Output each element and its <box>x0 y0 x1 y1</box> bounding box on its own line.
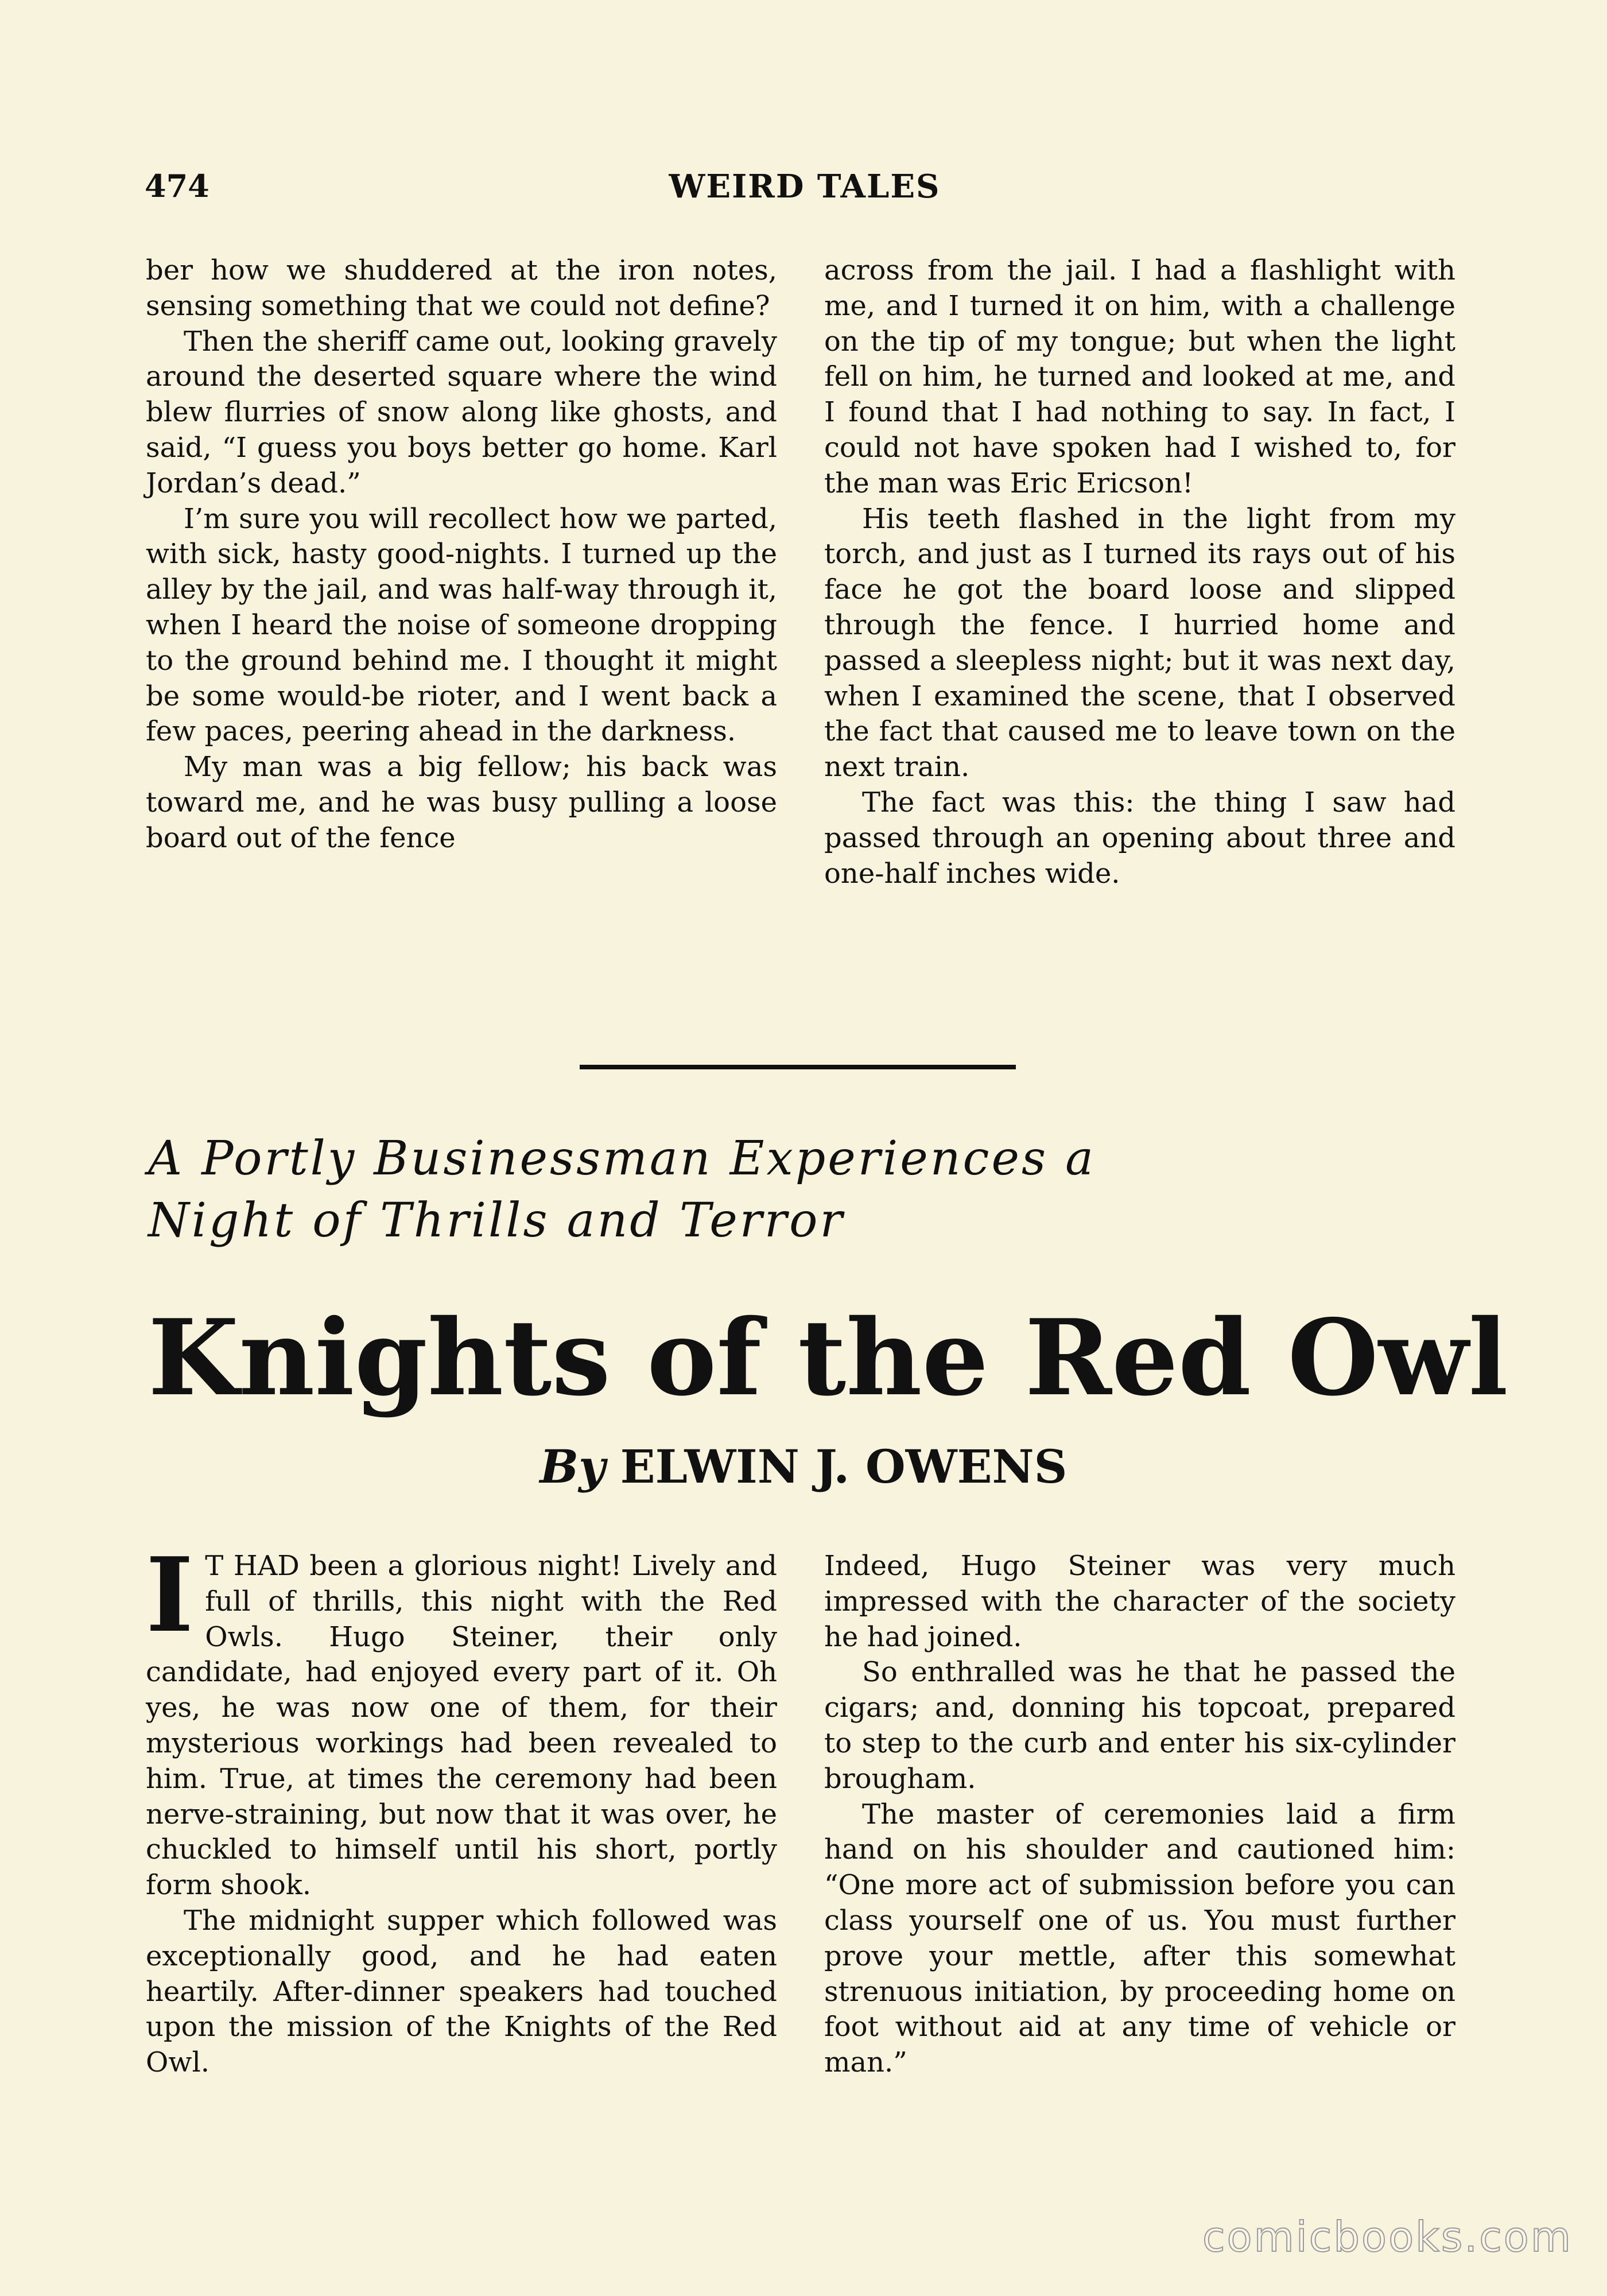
teaser-line: A Portly Businessman Experiences a <box>148 1131 1096 1186</box>
teaser-line: Night of Thrills and Terror <box>148 1193 845 1248</box>
running-head: WEIRD TALES <box>669 168 941 205</box>
previous-story-column-1 <box>146 253 777 856</box>
opening-caps: T HAD <box>205 1550 300 1582</box>
byline-prefix: By <box>539 1440 605 1494</box>
author-name: ELWIN J. OWENS <box>620 1440 1068 1494</box>
story-title: Knights of the Red Owl <box>148 1296 1508 1419</box>
paragraph: ber how we shuddered at the iron notes, sensing something that we could not define? <box>146 254 777 322</box>
page-number: 474 <box>145 168 209 204</box>
paragraph: His teeth flashed in the light from my torch, and just as I turned its rays out of his face he got the board loose and slipped through the fence. I hurried home and passed a sleepless night; but it was next day, when I examined the scene, that I observed the fact that caused me to leave town on the next train. <box>824 502 1455 784</box>
page-header <box>145 168 1465 214</box>
story-column-1 <box>146 1535 778 2081</box>
paragraph: My man was a big fellow; his back was toward me, and he was busy pulling a loose board out of the fence <box>146 751 777 854</box>
watermark: comicbooks.com <box>1202 2213 1573 2261</box>
paragraph: across from the jail. I had a flashlight with me, and I turned it on him, with a challenge on the tip of my tongue; but when the light fell on him, he turned and looked at me, and I found that I had nothing to say. In fact, I could not have spoken had I wished to, for the man was Eric Ericson! <box>824 254 1455 499</box>
paragraph: Indeed, Hugo Steiner was very much impressed with the character of the society he had joined. <box>824 1550 1455 1653</box>
section-divider <box>580 1065 1016 1069</box>
drop-cap: I <box>146 1535 194 1655</box>
paragraph: So enthralled was he that he passed the cigars; and, donning his topcoat, prepared to step to the curb and enter his six-cylinder brougham. <box>824 1656 1455 1795</box>
paragraph: The master of ceremonies laid a firm hand on his shoulder and cautioned him: “One more act of submission before you can class yourself one of us. You must further prove your mettle, after this somewhat strenuous initiation, by proceeding home on foot without aid at any time of vehicle or man.” <box>824 1798 1455 2079</box>
story-column-2 <box>824 1549 1455 2081</box>
opening-text: been a glorious night! Lively and full of thrills, this night with the Red Owls. Hugo Steiner, their only candidate, had enjoyed every part of it. Oh yes, he was now one of them, for their mysterious workings had been revealed to him. True, at times the ceremony had been nerve-straining, but now that it was over, he chuckled to himself until his short, portly form shook. <box>146 1550 778 1902</box>
story-teaser <box>148 1128 1239 1252</box>
paragraph: I’m sure you will recollect how we parted, with sick, hasty good-nights. I turned up the alley by the jail, and was half-way through it, when I heard the noise of someone dropping to the ground behind me. I thought it might be some would-be rioter, and I went back a few paces, peering ahead in the darkness. <box>146 502 777 748</box>
paragraph: The midnight supper which followed was exceptionally good, and he had eaten heartily. After-dinner speakers had touched upon the mission of the Knights of the Red Owl. <box>146 1904 777 2079</box>
opening-paragraph <box>146 1535 778 1903</box>
paragraph: The fact was this: the thing I saw had passed through an opening about three and one-half inches wide. <box>824 786 1455 890</box>
paragraph: Then the sheriff came out, looking gravely around the deserted square where the wind blew flurries of snow along like ghosts, and said, “I guess you boys better go home. Karl Jordan’s dead.” <box>146 325 777 499</box>
byline <box>0 1438 1607 1495</box>
previous-story-column-2 <box>824 253 1455 891</box>
